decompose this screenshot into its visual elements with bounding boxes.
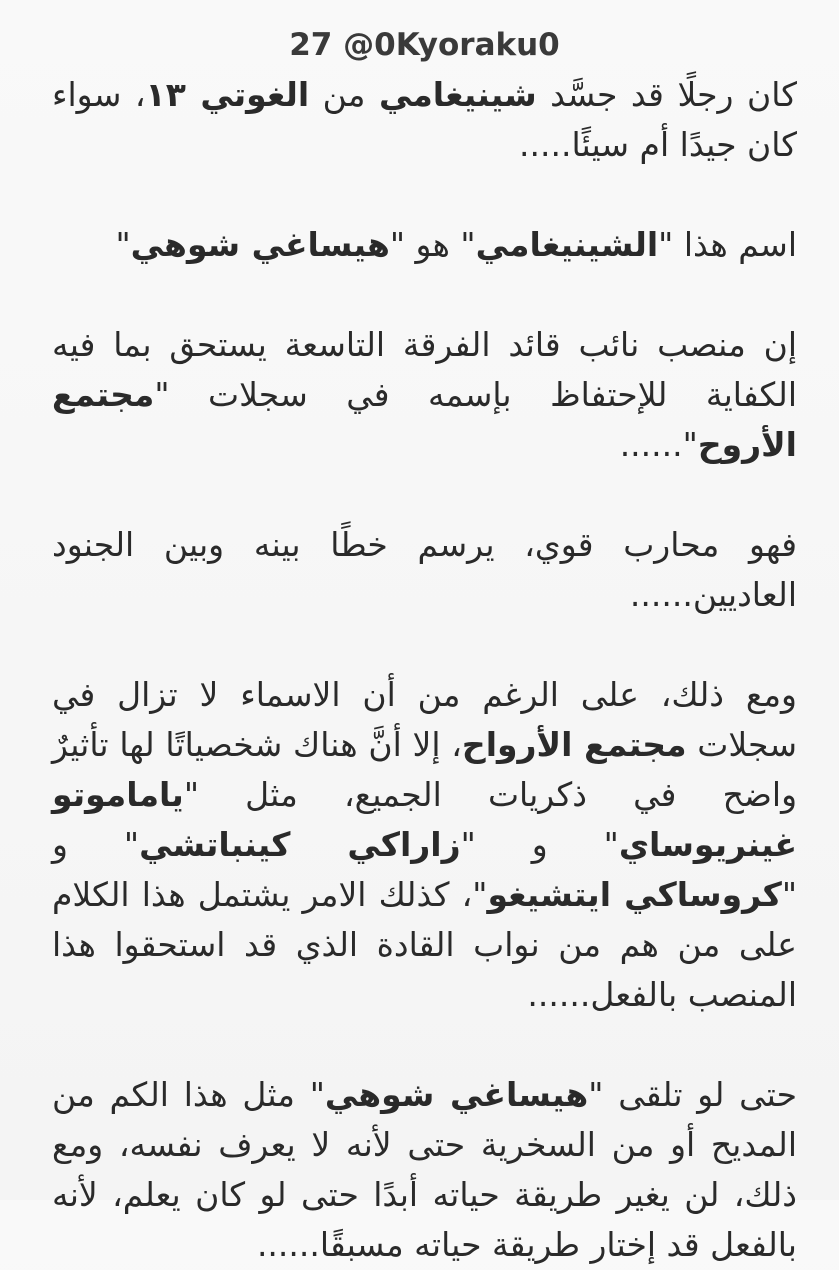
text-segment: "، كذلك الامر يشتمل هذا الكلام على من هم من نواب القادة الذي قد استحقوا هذا المنصب بالفعل...... <box>52 875 797 1014</box>
document-body <box>52 70 797 1270</box>
text-segment: حتى لو تلقى " <box>588 1075 797 1114</box>
bold-text: هيساغي شوهي <box>324 1075 589 1114</box>
text-segment: " <box>115 225 131 264</box>
bold-text: ياماموتو غينريوساي <box>52 775 797 864</box>
text-segment: " هو " <box>389 225 476 264</box>
text-segment: ، سواء كان جيدًا أم سيئًا..... <box>52 75 797 164</box>
author-handle: @0Kyoraku0 <box>343 27 560 63</box>
text-segment: " و " <box>460 825 619 864</box>
paragraph <box>52 1070 797 1270</box>
text-segment: من <box>309 75 379 114</box>
text-segment: " و " <box>52 825 797 914</box>
paragraph <box>52 320 797 470</box>
bold-text: الغوتي ١٣ <box>145 75 310 114</box>
paragraph <box>52 70 797 170</box>
paragraph <box>52 670 797 1020</box>
bold-text: كروساكي ايتشيغو <box>487 875 782 914</box>
text-segment: فهو محارب قوي، يرسم خطًا بينه وبين الجنود العاديين...... <box>52 525 797 614</box>
text-segment: "...... <box>619 425 698 464</box>
text-segment: " مثل هذا الكم من المديح أو من السخرية حتى لأنه لا يعرف نفسه، ومع ذلك، لن يغير طريقة حياته أبدًا حتى لو كان يعلم، لأنه بالفعل قد إختار طريقة حياته مسبقًا...... <box>52 1075 797 1264</box>
page-number: 27 <box>289 27 333 63</box>
bold-text: الشينيغامي <box>475 225 659 264</box>
page-header <box>52 20 797 70</box>
text-segment: اسم هذا " <box>658 225 797 264</box>
text-segment: إن منصب نائب قائد الفرقة التاسعة يستحق بما فيه الكفاية للإحتفاظ بإسمه في سجلات " <box>52 325 797 414</box>
paragraph <box>52 220 797 270</box>
bold-text: هيساغي شوهي <box>130 225 390 264</box>
bold-text: مجتمع الأروح <box>52 375 797 464</box>
bold-text: شينيغامي <box>378 75 537 114</box>
text-segment: كان رجلًا قد جسَّد <box>536 75 797 114</box>
text-segment: ، إلا أنَّ هناك شخصياتًا لها تأثيرٌ واضح في ذكريات الجميع، مثل " <box>52 725 797 814</box>
bold-text: زاراكي كينباتشي <box>139 825 461 864</box>
text-segment: ومع ذلك، على الرغم من أن الاسماء لا تزال في سجلات <box>52 675 797 764</box>
paragraph <box>52 520 797 620</box>
bold-text: مجتمع الأرواح <box>461 725 687 764</box>
